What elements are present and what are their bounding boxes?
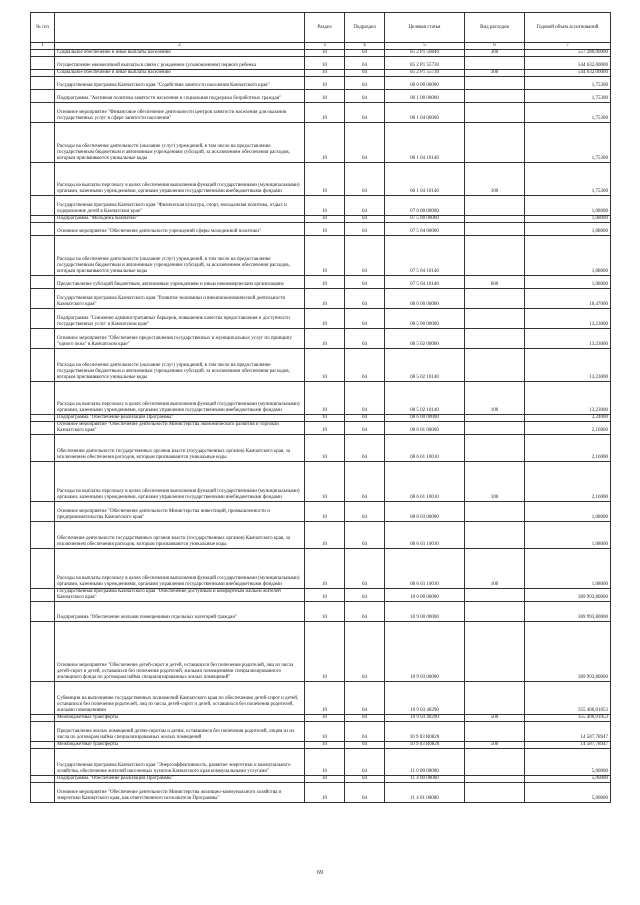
row-celevaya-cell: 10 9 03 40290 — [385, 715, 465, 722]
row-num-cell — [31, 715, 55, 722]
row-celevaya-cell: 08 5 02 10140 — [385, 382, 465, 415]
row-num-cell — [31, 622, 55, 682]
row-name-cell: Государственная программа Камчатского края "Физическая культура, спорт, молодежная политика, отдых и оздоровление детей в Камчатском крае" — [55, 196, 305, 216]
table-row — [31, 50, 611, 57]
row-name-cell: Основное мероприятие "Обеспечение деятельности Министерства инвестиций, промышленности и предпринимательства Камчатского края" — [55, 502, 305, 522]
row-vid-cell — [465, 216, 525, 223]
row-name-cell: Обеспечение деятельности государственных органов власти (государственных органов) Камчатского края, за исключением обеспечения расходов, которым присваиваются уникальные коды — [55, 522, 305, 549]
row-sum-cell: 1,08000 — [525, 549, 611, 589]
row-celevaya-cell: 10 9 03 R0820 — [385, 722, 465, 742]
row-celevaya-cell: 07 5 04 10140 — [385, 276, 465, 289]
row-razdel-cell: 10 — [305, 715, 345, 722]
row-razdel-cell: 10 — [305, 163, 345, 196]
row-vid-cell — [465, 415, 525, 422]
row-sum-cell: 369 993,80000 — [525, 602, 611, 622]
column-number: 6 — [465, 43, 525, 50]
row-celevaya-cell: 10 9 00 00000 — [385, 602, 465, 622]
row-name-cell: Основное мероприятие "Обеспечение предоставления государственных и муниципальных услуг по принципу "одного окна" в Камчатском крае" — [55, 329, 305, 349]
row-num-cell — [31, 682, 55, 715]
row-podrazdel-cell: 04 — [345, 90, 385, 103]
row-podrazdel-cell: 04 — [345, 216, 385, 223]
table-row — [31, 682, 611, 715]
row-vid-cell — [465, 123, 525, 163]
column-number: 2 — [55, 43, 305, 50]
row-vid-cell — [465, 329, 525, 349]
row-vid-cell: 100 — [465, 549, 525, 589]
table-row — [31, 462, 611, 502]
row-num-cell — [31, 502, 55, 522]
row-sum-cell: 355 406,01053 — [525, 682, 611, 715]
row-vid-cell — [465, 749, 525, 776]
header-celevaya: Целевая статья — [385, 13, 465, 43]
column-number: 7 — [525, 43, 611, 50]
row-name-cell: Государственная программа Камчатского края "Энергоэффективность, развитие энергетики и коммунального хозяйства, обеспечение жителей населенных пунктов Камчатского края коммунальными услугами" — [55, 749, 305, 776]
row-podrazdel-cell: 04 — [345, 77, 385, 90]
row-sum-cell: 14 587,78947 — [525, 742, 611, 749]
row-sum-cell: 3,24000 — [525, 415, 611, 422]
row-num-cell — [31, 722, 55, 742]
row-name-cell: Межбюджетные трансферты — [55, 742, 305, 749]
row-razdel-cell: 10 — [305, 589, 345, 602]
table-row — [31, 502, 611, 522]
row-sum-cell: 2,16000 — [525, 435, 611, 462]
row-vid-cell — [465, 435, 525, 462]
row-podrazdel-cell: 04 — [345, 123, 385, 163]
row-num-cell — [31, 422, 55, 435]
row-celevaya-cell: 08 6 01 00000 — [385, 422, 465, 435]
row-podrazdel-cell: 04 — [345, 783, 385, 803]
row-num-cell — [31, 742, 55, 749]
row-podrazdel-cell: 04 — [345, 715, 385, 722]
row-razdel-cell: 10 — [305, 749, 345, 776]
row-name-cell: Социальное обеспечение и иные выплаты населению — [55, 50, 305, 57]
row-num-cell — [31, 223, 55, 236]
row-sum-cell: 13,23000 — [525, 309, 611, 329]
row-celevaya-cell: 08 6 00 00000 — [385, 415, 465, 422]
row-sum-cell: 544 632,00000 — [525, 57, 611, 70]
row-sum-cell: 13,23000 — [525, 382, 611, 415]
row-celevaya-cell: 06 1 00 00000 — [385, 90, 465, 103]
column-number: 4 — [345, 43, 385, 50]
row-num-cell — [31, 522, 55, 549]
table-row — [31, 236, 611, 276]
column-number: 1 — [31, 43, 55, 50]
row-celevaya-cell: 08 6 03 10010 — [385, 522, 465, 549]
table-body — [31, 50, 611, 803]
row-name-cell: Основное мероприятие "Финансовое обеспечение деятельности центров занятости населения для оказания государственных услуг в сфере занятости населения" — [55, 103, 305, 123]
row-razdel-cell: 10 — [305, 602, 345, 622]
row-name-cell: Подпрограмма "Обеспечение реализации Программы" — [55, 776, 305, 783]
row-razdel-cell: 10 — [305, 462, 345, 502]
table-row — [31, 749, 611, 776]
row-razdel-cell: 10 — [305, 349, 345, 382]
row-razdel-cell: 10 — [305, 329, 345, 349]
row-sum-cell: 1,75300 — [525, 163, 611, 196]
row-celevaya-cell: 08 0 00 00000 — [385, 289, 465, 309]
row-sum-cell: 5,00000 — [525, 776, 611, 783]
row-name-cell: Расходы на выплаты персоналу в целях обеспечения выполнения функций государственными (муниципальными) органами, казенными учреждениями, органами управления государственными внебюджетными фондами — [55, 462, 305, 502]
table-row — [31, 216, 611, 223]
row-celevaya-cell: 10 9 03 40290 — [385, 682, 465, 715]
row-name-cell: Социальное обеспечение и иные выплаты населению — [55, 70, 305, 77]
row-vid-cell — [465, 196, 525, 216]
row-vid-cell — [465, 422, 525, 435]
row-vid-cell: 600 — [465, 276, 525, 289]
row-celevaya-cell: 05 2 Р1 55730 — [385, 70, 465, 77]
row-celevaya-cell: 08 5 02 00000 — [385, 329, 465, 349]
row-razdel-cell: 10 — [305, 435, 345, 462]
row-podrazdel-cell: 04 — [345, 276, 385, 289]
row-vid-cell — [465, 602, 525, 622]
row-vid-cell — [465, 77, 525, 90]
row-sum-cell: 355 406,01053 — [525, 715, 611, 722]
row-razdel-cell: 10 — [305, 422, 345, 435]
row-vid-cell: 100 — [465, 462, 525, 502]
table-row — [31, 329, 611, 349]
row-sum-cell: 1,75300 — [525, 90, 611, 103]
row-name-cell: Расходы на обеспечение деятельности (оказание услуг) учреждений, в том числе на предоставление государственным бюджетным и автономным учреждениям субсидий, за исключением обеспечения расходов, которым присваиваются уникальные коды — [55, 349, 305, 382]
row-sum-cell: 1,75300 — [525, 77, 611, 90]
row-razdel-cell: 10 — [305, 123, 345, 163]
row-num-cell — [31, 77, 55, 90]
row-podrazdel-cell: 04 — [345, 196, 385, 216]
row-name-cell: Обеспечение деятельности государственных органов власти (государственных органов) Камчатского края, за исключением обеспечения расходов, которым присваиваются уникальные коды — [55, 435, 305, 462]
table-row — [31, 722, 611, 742]
row-sum-cell: 557 280,00000 — [525, 50, 611, 57]
row-celevaya-cell: 08 6 01 10010 — [385, 435, 465, 462]
row-sum-cell: 1,08000 — [525, 276, 611, 289]
row-name-cell: Государственная программа Камчатского края "Содействие занятости населения Камчатского края" — [55, 77, 305, 90]
header-podrazdel: Подраздел — [345, 13, 385, 43]
row-num-cell — [31, 196, 55, 216]
table-row — [31, 289, 611, 309]
row-sum-cell: 13,23000 — [525, 349, 611, 382]
row-celevaya-cell: 10 0 00 00000 — [385, 589, 465, 602]
row-num-cell — [31, 103, 55, 123]
row-sum-cell: 1,08000 — [525, 196, 611, 216]
row-num-cell — [31, 289, 55, 309]
row-num-cell — [31, 163, 55, 196]
row-vid-cell — [465, 289, 525, 309]
row-name-cell: Межбюджетные трансферты — [55, 715, 305, 722]
row-sum-cell: 2,16000 — [525, 462, 611, 502]
row-podrazdel-cell: 04 — [345, 776, 385, 783]
row-vid-cell — [465, 622, 525, 682]
row-name-cell: Расходы на обеспечение деятельности (оказание услуг) учреждений, в том числе на предоставление государственным бюджетным и автономным учреждениям субсидий, за исключением обеспечения расходов, которым присваиваются уникальные коды — [55, 123, 305, 163]
table-row — [31, 742, 611, 749]
row-vid-cell: 500 — [465, 715, 525, 722]
row-razdel-cell: 10 — [305, 522, 345, 549]
row-podrazdel-cell: 04 — [345, 749, 385, 776]
row-num-cell — [31, 589, 55, 602]
row-celevaya-cell: 05 2 Р1 55730 — [385, 57, 465, 70]
row-vid-cell: 100 — [465, 163, 525, 196]
row-podrazdel-cell: 04 — [345, 549, 385, 589]
row-celevaya-cell: 06 0 00 00000 — [385, 77, 465, 90]
row-podrazdel-cell: 04 — [345, 50, 385, 57]
row-celevaya-cell: 10 9 03 00000 — [385, 622, 465, 682]
page-number: 69 — [317, 870, 323, 876]
row-vid-cell — [465, 349, 525, 382]
row-celevaya-cell: 10 9 03 R0820 — [385, 742, 465, 749]
row-vid-cell: 300 — [465, 50, 525, 57]
row-podrazdel-cell: 04 — [345, 223, 385, 236]
table-row — [31, 783, 611, 803]
row-podrazdel-cell: 04 — [345, 462, 385, 502]
row-sum-cell: 1,75300 — [525, 123, 611, 163]
row-num-cell — [31, 382, 55, 415]
row-celevaya-cell: 11 0 00 00000 — [385, 749, 465, 776]
row-sum-cell: 1,08000 — [525, 502, 611, 522]
row-podrazdel-cell: 04 — [345, 622, 385, 682]
row-celevaya-cell: 06 1 04 10140 — [385, 163, 465, 196]
table-row — [31, 602, 611, 622]
header-vid: Вид расходов — [465, 13, 525, 43]
row-num-cell — [31, 415, 55, 422]
header-num: № п/п — [31, 13, 55, 43]
row-sum-cell: 2,16000 — [525, 422, 611, 435]
table-row — [31, 57, 611, 70]
row-razdel-cell: 10 — [305, 722, 345, 742]
table-row — [31, 549, 611, 589]
row-podrazdel-cell: 04 — [345, 742, 385, 749]
row-name-cell: Расходы на выплаты персоналу в целях обеспечения выполнения функций государственными (муниципальными) органами, казенными учреждениями, органами управления государственными внебюджетными фондами — [55, 163, 305, 196]
row-podrazdel-cell: 04 — [345, 329, 385, 349]
row-num-cell — [31, 776, 55, 783]
table-row — [31, 196, 611, 216]
row-name-cell: Субвенции на выполнение государственных полномочий Камчатского края по обеспечению детей-сирот и детей, оставшихся без попечения родителей, лиц из числа детей-сирот и детей, оставшихся без попечения родителей, жилыми помещениями — [55, 682, 305, 715]
row-vid-cell — [465, 57, 525, 70]
row-podrazdel-cell: 04 — [345, 309, 385, 329]
row-sum-cell: 1,08000 — [525, 236, 611, 276]
table-row — [31, 435, 611, 462]
table-row — [31, 622, 611, 682]
row-razdel-cell: 10 — [305, 502, 345, 522]
column-number: 3 — [305, 43, 345, 50]
table-row — [31, 422, 611, 435]
row-celevaya-cell: 08 6 01 10010 — [385, 462, 465, 502]
row-podrazdel-cell: 04 — [345, 163, 385, 196]
table-row — [31, 382, 611, 415]
row-vid-cell — [465, 502, 525, 522]
table-row — [31, 163, 611, 196]
table-row — [31, 123, 611, 163]
row-celevaya-cell: 11 4 00 00000 — [385, 776, 465, 783]
row-razdel-cell: 10 — [305, 415, 345, 422]
table-row — [31, 589, 611, 602]
row-celevaya-cell: 08 6 03 10010 — [385, 549, 465, 589]
row-num-cell — [31, 70, 55, 77]
row-vid-cell — [465, 103, 525, 123]
row-podrazdel-cell: 04 — [345, 289, 385, 309]
table-row — [31, 776, 611, 783]
row-podrazdel-cell: 04 — [345, 103, 385, 123]
row-vid-cell — [465, 589, 525, 602]
row-sum-cell: 1,08000 — [525, 223, 611, 236]
row-num-cell — [31, 57, 55, 70]
row-name-cell: Расходы на выплаты персоналу в целях обеспечения выполнения функций государственными (муниципальными) органами, казенными учреждениями, органами управления государственными внебюджетными фондами — [55, 382, 305, 415]
row-razdel-cell: 10 — [305, 382, 345, 415]
row-razdel-cell: 10 — [305, 276, 345, 289]
header-name — [55, 13, 305, 43]
row-num-cell — [31, 50, 55, 57]
table-header — [31, 13, 611, 50]
row-name-cell: Осуществление ежемесячной выплаты в связи с рождением (усыновлением) первого ребенка — [55, 57, 305, 70]
row-celevaya-cell: 07 5 00 00000 — [385, 216, 465, 223]
row-num-cell — [31, 123, 55, 163]
row-razdel-cell: 10 — [305, 309, 345, 329]
row-razdel-cell: 10 — [305, 196, 345, 216]
row-razdel-cell: 10 — [305, 216, 345, 223]
row-razdel-cell: 10 — [305, 742, 345, 749]
row-num-cell — [31, 549, 55, 589]
row-name-cell: Подпрограмма "Снижение административных барьеров, повышение качества предоставления и доступности государственных услуг в Камчатском крае" — [55, 309, 305, 329]
row-sum-cell: 544 632,00000 — [525, 70, 611, 77]
row-vid-cell — [465, 236, 525, 276]
row-num-cell — [31, 216, 55, 223]
row-vid-cell — [465, 309, 525, 329]
row-razdel-cell: 10 — [305, 783, 345, 803]
table-row — [31, 77, 611, 90]
row-vid-cell: 100 — [465, 382, 525, 415]
row-name-cell: Основное мероприятие "Обеспечение детей-сирот и детей, оставшихся без попечения родителей, лиц из числа детей-сирот и детей, оставшихся без попечения родителей, жилыми помещениями специализированного жилищного фонда по договорам найма специализированных жилых помещений" — [55, 622, 305, 682]
row-num-cell — [31, 749, 55, 776]
row-razdel-cell: 10 — [305, 70, 345, 77]
row-vid-cell: 500 — [465, 742, 525, 749]
row-sum-cell: 1,08000 — [525, 216, 611, 223]
header-razdel: Раздел — [305, 13, 345, 43]
row-sum-cell: 16,47000 — [525, 289, 611, 309]
row-podrazdel-cell: 04 — [345, 422, 385, 435]
row-num-cell — [31, 783, 55, 803]
row-razdel-cell: 10 — [305, 289, 345, 309]
row-vid-cell — [465, 682, 525, 715]
row-razdel-cell: 10 — [305, 90, 345, 103]
row-razdel-cell: 10 — [305, 103, 345, 123]
row-sum-cell: 5,00000 — [525, 783, 611, 803]
row-celevaya-cell: 07 5 04 10140 — [385, 236, 465, 276]
row-vid-cell — [465, 722, 525, 742]
row-name-cell: Государственная программа Камчатского края "Обеспечение доступным и комфортным жильем жителей Камчатского края" — [55, 589, 305, 602]
row-podrazdel-cell: 04 — [345, 502, 385, 522]
row-celevaya-cell: 07 0 00 00000 — [385, 196, 465, 216]
row-name-cell: Государственная программа Камчатского края "Развитие экономики и внешнеэкономической деятельности Камчатского края" — [55, 289, 305, 309]
row-celevaya-cell: 07 5 04 00000 — [385, 223, 465, 236]
row-podrazdel-cell: 04 — [345, 236, 385, 276]
row-podrazdel-cell: 04 — [345, 415, 385, 422]
row-podrazdel-cell: 04 — [345, 722, 385, 742]
row-celevaya-cell: 06 1 04 10140 — [385, 123, 465, 163]
row-celevaya-cell: 06 1 04 00000 — [385, 103, 465, 123]
row-celevaya-cell: 11 4 01 00000 — [385, 783, 465, 803]
row-podrazdel-cell: 04 — [345, 349, 385, 382]
row-celevaya-cell: 08 5 00 00000 — [385, 309, 465, 329]
row-celevaya-cell: 05 2 Р1 50840 — [385, 50, 465, 57]
row-sum-cell: 1,08000 — [525, 522, 611, 549]
row-razdel-cell: 10 — [305, 682, 345, 715]
row-podrazdel-cell: 04 — [345, 382, 385, 415]
row-name-cell: Предоставление жилых помещений детям-сиротам и детям, оставшимся без попечения родителей, лицам из их числа по договорам найма специализированных жилых помещений — [55, 722, 305, 742]
row-num-cell — [31, 236, 55, 276]
table-row — [31, 349, 611, 382]
row-podrazdel-cell: 04 — [345, 522, 385, 549]
row-num-cell — [31, 435, 55, 462]
row-razdel-cell: 10 — [305, 50, 345, 57]
row-sum-cell: 1,75300 — [525, 103, 611, 123]
row-razdel-cell: 10 — [305, 622, 345, 682]
row-razdel-cell: 10 — [305, 549, 345, 589]
row-podrazdel-cell: 04 — [345, 602, 385, 622]
row-vid-cell — [465, 776, 525, 783]
row-vid-cell: 300 — [465, 70, 525, 77]
row-sum-cell: 14 587,78947 — [525, 722, 611, 742]
row-name-cell: Подпрограмма "Активная политика занятости населения и социальная поддержка безработных граждан" — [55, 90, 305, 103]
table-row — [31, 522, 611, 549]
row-name-cell: Расходы на обеспечение деятельности (оказание услуг) учреждений, в том числе на предоставление государственным бюджетным и автономным учреждениям субсидий, за исключением обеспечения расходов, которым присваиваются уникальные коды — [55, 236, 305, 276]
table-row — [31, 276, 611, 289]
row-num-cell — [31, 349, 55, 382]
row-name-cell: Основное мероприятие "Обеспечение деятельности Министерства жилищно-коммунального хозяйства и энергетики Камчатского края, как ответственного исполнителя Программы" — [55, 783, 305, 803]
column-number: 5 — [385, 43, 465, 50]
row-num-cell — [31, 309, 55, 329]
table-row — [31, 223, 611, 236]
row-razdel-cell: 10 — [305, 57, 345, 70]
row-podrazdel-cell: 04 — [345, 435, 385, 462]
row-num-cell — [31, 462, 55, 502]
table-row — [31, 90, 611, 103]
row-razdel-cell: 10 — [305, 77, 345, 90]
row-name-cell: Подпрограмма "Обеспечение жилыми помещениями отдельных категорий граждан" — [55, 602, 305, 622]
row-num-cell — [31, 90, 55, 103]
row-name-cell: Предоставление субсидий бюджетным, автономным учреждениям и иным некоммерческим организациям — [55, 276, 305, 289]
row-sum-cell: 369 993,80000 — [525, 589, 611, 602]
row-num-cell — [31, 329, 55, 349]
row-vid-cell — [465, 223, 525, 236]
row-sum-cell: 369 993,80000 — [525, 622, 611, 682]
row-razdel-cell: 10 — [305, 776, 345, 783]
row-vid-cell — [465, 522, 525, 549]
row-celevaya-cell: 08 6 03 00000 — [385, 502, 465, 522]
row-razdel-cell: 10 — [305, 223, 345, 236]
row-name-cell: Подпрограмма "Молодежь Камчатки" — [55, 216, 305, 223]
column-number-row — [31, 43, 611, 50]
row-podrazdel-cell: 04 — [345, 57, 385, 70]
row-name-cell: Расходы на выплаты персоналу в целях обеспечения выполнения функций государственными (муниципальными) органами, казенными учреждениями, органами управления государственными внебюджетными фондами — [55, 549, 305, 589]
row-name-cell: Подпрограмма "Обеспечение реализации Программы" — [55, 415, 305, 422]
row-num-cell — [31, 276, 55, 289]
row-podrazdel-cell: 04 — [345, 682, 385, 715]
row-vid-cell — [465, 783, 525, 803]
table-row — [31, 715, 611, 722]
row-celevaya-cell: 08 5 02 10140 — [385, 349, 465, 382]
table-row — [31, 309, 611, 329]
header-sum: Годовой объем ассигнований — [525, 13, 611, 43]
row-name-cell: Основное мероприятие "Обеспечение деятельности учреждений сферы молодежной политики" — [55, 223, 305, 236]
row-sum-cell: 13,23000 — [525, 329, 611, 349]
row-name-cell: Основное мероприятие "Обеспечение деятельности Министерства экономического развития и торговли Камчатского края" — [55, 422, 305, 435]
row-razdel-cell: 10 — [305, 236, 345, 276]
row-vid-cell — [465, 90, 525, 103]
row-podrazdel-cell: 04 — [345, 70, 385, 77]
table-row — [31, 415, 611, 422]
row-sum-cell: 5,00000 — [525, 749, 611, 776]
budget-table — [30, 12, 611, 803]
row-podrazdel-cell: 04 — [345, 589, 385, 602]
row-num-cell — [31, 602, 55, 622]
table-row — [31, 103, 611, 123]
table-row — [31, 70, 611, 77]
